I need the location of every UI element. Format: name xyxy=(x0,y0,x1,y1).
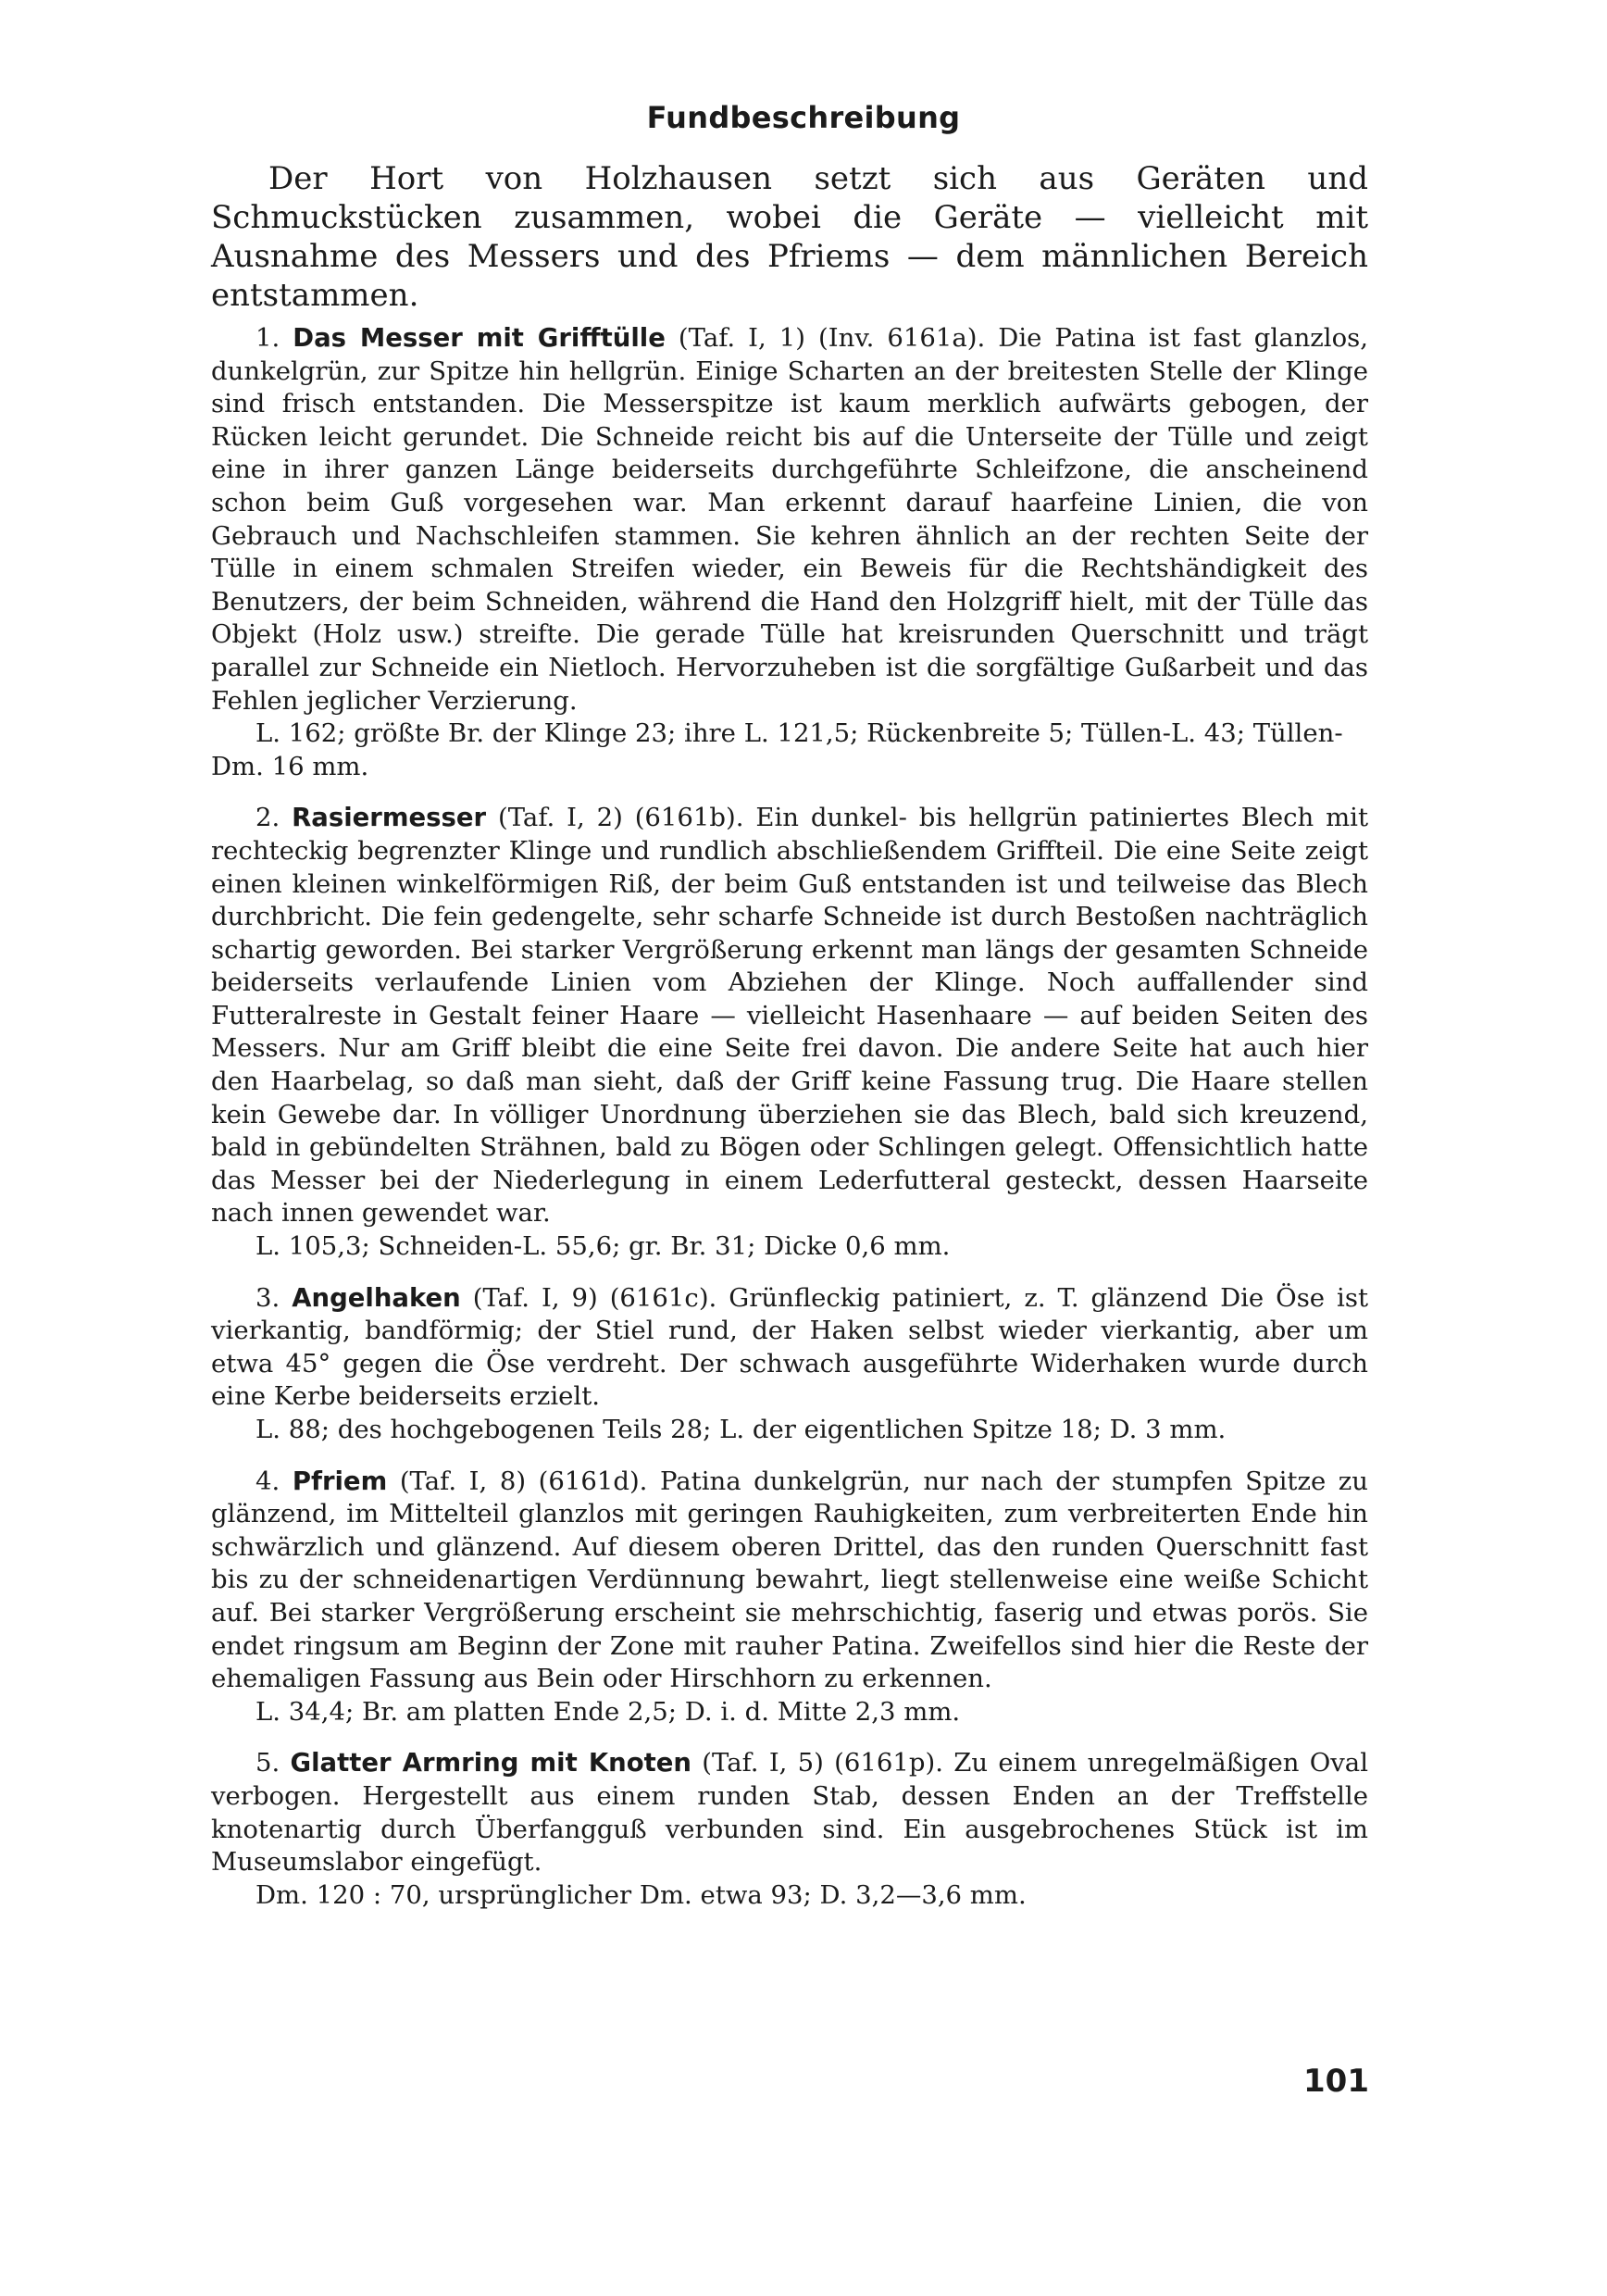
entry-number: 4. xyxy=(255,1466,280,1496)
entry-knife xyxy=(211,322,1368,783)
entry-number: 2. xyxy=(255,803,280,833)
entry-measurements: Dm. 120 : 70, ursprünglicher Dm. etwa 93; D. 3,2—3,6 mm. xyxy=(255,1879,1027,1910)
entry-name: Angelhaken xyxy=(292,1282,461,1313)
entry-measurements: L. 88; des hochgebogenen Teils 28; L. der eigentlichen Spitze 18; D. 3 mm. xyxy=(255,1415,1227,1444)
entry-measurements: L. 34,4; Br. am platten Ende 2,5; D. i. d. Mitte 2,3 mm. xyxy=(255,1696,961,1727)
entry-number: 5. xyxy=(255,1748,280,1778)
entry-armring xyxy=(211,1747,1368,1912)
entry-description xyxy=(211,1747,1368,1878)
entry-measurements: L. 105,3; Schneiden-L. 55,6; gr. Br. 31; Dicke 0,6 mm. xyxy=(255,1231,951,1262)
entry-number: 1. xyxy=(255,323,280,353)
entry-description xyxy=(211,802,1368,1230)
entry-name: Pfriem xyxy=(292,1466,388,1496)
entry-description xyxy=(211,1282,1368,1414)
entry-name: Glatter Armring mit Knoten xyxy=(290,1748,692,1778)
entry-razor xyxy=(211,802,1368,1263)
entry-text: (Taf. I, 2) (6161b). Ein dunkel- bis hellgrün patiniertes Blech mit rechteckig begrenzter Klinge und rundlich abschließendem Griffteil. Die eine Seite zeigt einen kleinen winkelförmigen Riß, der beim Guß entstanden ist und teilweise das Blech durchbricht. Die fein gedengelte, sehr scharfe Schneide ist durch Bestoßen nachträglich schartig geworden. Bei starker Vergrößerung erkennt man längs der gesamten Schneide beiderseits verlaufende Linien vom Abziehen der Klinge. Noch auffallender sind Futteralreste in Gestalt feiner Haare — vielleicht Hasenhaare — auf beiden Seiten des Messers. Nur am Griff bleibt die eine Seite frei davon. Die andere Seite hat auch hier den Haarbelag, so daß man sieht, daß der Griff keine Fassung trug. Die Haare stellen kein Gewebe dar. In völliger Unordnung überziehen sie das Blech, bald sich kreuzend, bald in gebündelten Strähnen, bald zu Bögen oder Schlingen gelegt. Offensichtlich hatte das Messer bei der Niederlegung in einem Lederfutteral gesteckt, dessen Haarseite nach innen gewendet war. xyxy=(211,803,1368,1229)
page-number: 101 xyxy=(1303,2063,1369,2100)
intro-paragraph: Der Hort von Holzhausen setzt sich aus Geräten und Schmuckstücken zusammen, wobei die Geräte — vielleicht mit Ausnahme des Messers und des Pfriems — dem männlichen Bereich entstammen. xyxy=(211,160,1368,314)
entry-number: 3. xyxy=(255,1282,280,1313)
entry-fishhook xyxy=(211,1282,1368,1447)
entry-text: (Taf. I, 5) (6161p). Zu einem unregelmäßigen Oval verbogen. Hergestellt aus einem runden Stab, dessen Enden an der Treffstelle knotenartig durch Überfangguß verbunden sind. Ein ausgebrochenes Stück ist im Museumslabor eingefügt. xyxy=(211,1748,1368,1878)
page-title: Fundbeschreibung xyxy=(646,100,961,135)
entry-name: Das Messer mit Grifftülle xyxy=(293,323,666,353)
entry-text: (Taf. I, 9) (6161c). Grünfleckig patiniert, z. T. glänzend Die Öse ist vierkantig, bandförmig; der Stiel rund, der Haken selbst wieder vierkantig, aber um etwa 45° gegen die Öse verdreht. Der schwach ausgeführte Widerhaken wurde durch eine Kerbe beiderseits erzielt. xyxy=(211,1282,1369,1412)
entry-name: Rasiermesser xyxy=(292,803,487,833)
entry-text: (Taf. I, 1) (Inv. 6161a). Die Patina ist fast glanzlos, dunkelgrün, zur Spitze hin hellgrün. Einige Scharten an der breitesten Stelle der Klinge sind frisch entstanden. Die Messerspitze ist kaum merklich aufwärts gebogen, der Rücken leicht gerundet. Die Schneide reicht bis auf die Unterseite der Tülle und zeigt eine in ihrer ganzen Länge beiderseits durchgeführte Schleifzone, die anscheinend schon beim Guß vorgesehen war. Man erkennt darauf haarfeine Linien, die von Gebrauch und Nachschleifen stammen. Sie kehren ähnlich an der rechten Seite der Tülle in einem schmalen Streifen wieder, ein Beweis für die Rechtshändigkeit des Benutzers, der beim Schneiden, während die Hand den Holzgriff hielt, mit der Tülle das Objekt (Holz usw.) streifte. Die gerade Tülle hat kreisrunden Querschnitt und trägt parallel zur Schneide ein Nietloch. Hervorzuheben ist die sorgfältige Gußarbeit und das Fehlen jeglicher Verzierung. xyxy=(211,323,1368,716)
entry-text: (Taf. I, 8) (6161d). Patina dunkelgrün, nur nach der stumpfen Spitze zu glänzend, im Mittelteil glanzlos mit geringen Rauhigkeiten, zum verbreiterten Ende hin schwärzlich und glänzend. Auf diesem oberen Drittel, das den runden Querschnitt fast bis zu der schneidenartigen Verdünnung bewahrt, liegt stellenweise eine weiße Schicht auf. Bei starker Vergrößerung erscheint sie mehrschichtig, faserig und etwas porös. Sie endet ringsum am Beginn der Zone mit rauher Patina. Zweifellos sind hier die Reste der ehemaligen Fassung aus Bein oder Hirschhorn zu erkennen. xyxy=(211,1466,1368,1694)
entry-measurements: L. 162; größte Br. der Klinge 23; ihre L. 121,5; Rückenbreite 5; Tüllen-L. 43; Tüllen-Dm. 16 mm. xyxy=(211,718,1343,781)
entry-awl xyxy=(211,1466,1368,1729)
body-text xyxy=(211,159,1368,1912)
entry-description xyxy=(211,1466,1368,1696)
entry-description xyxy=(211,322,1368,718)
